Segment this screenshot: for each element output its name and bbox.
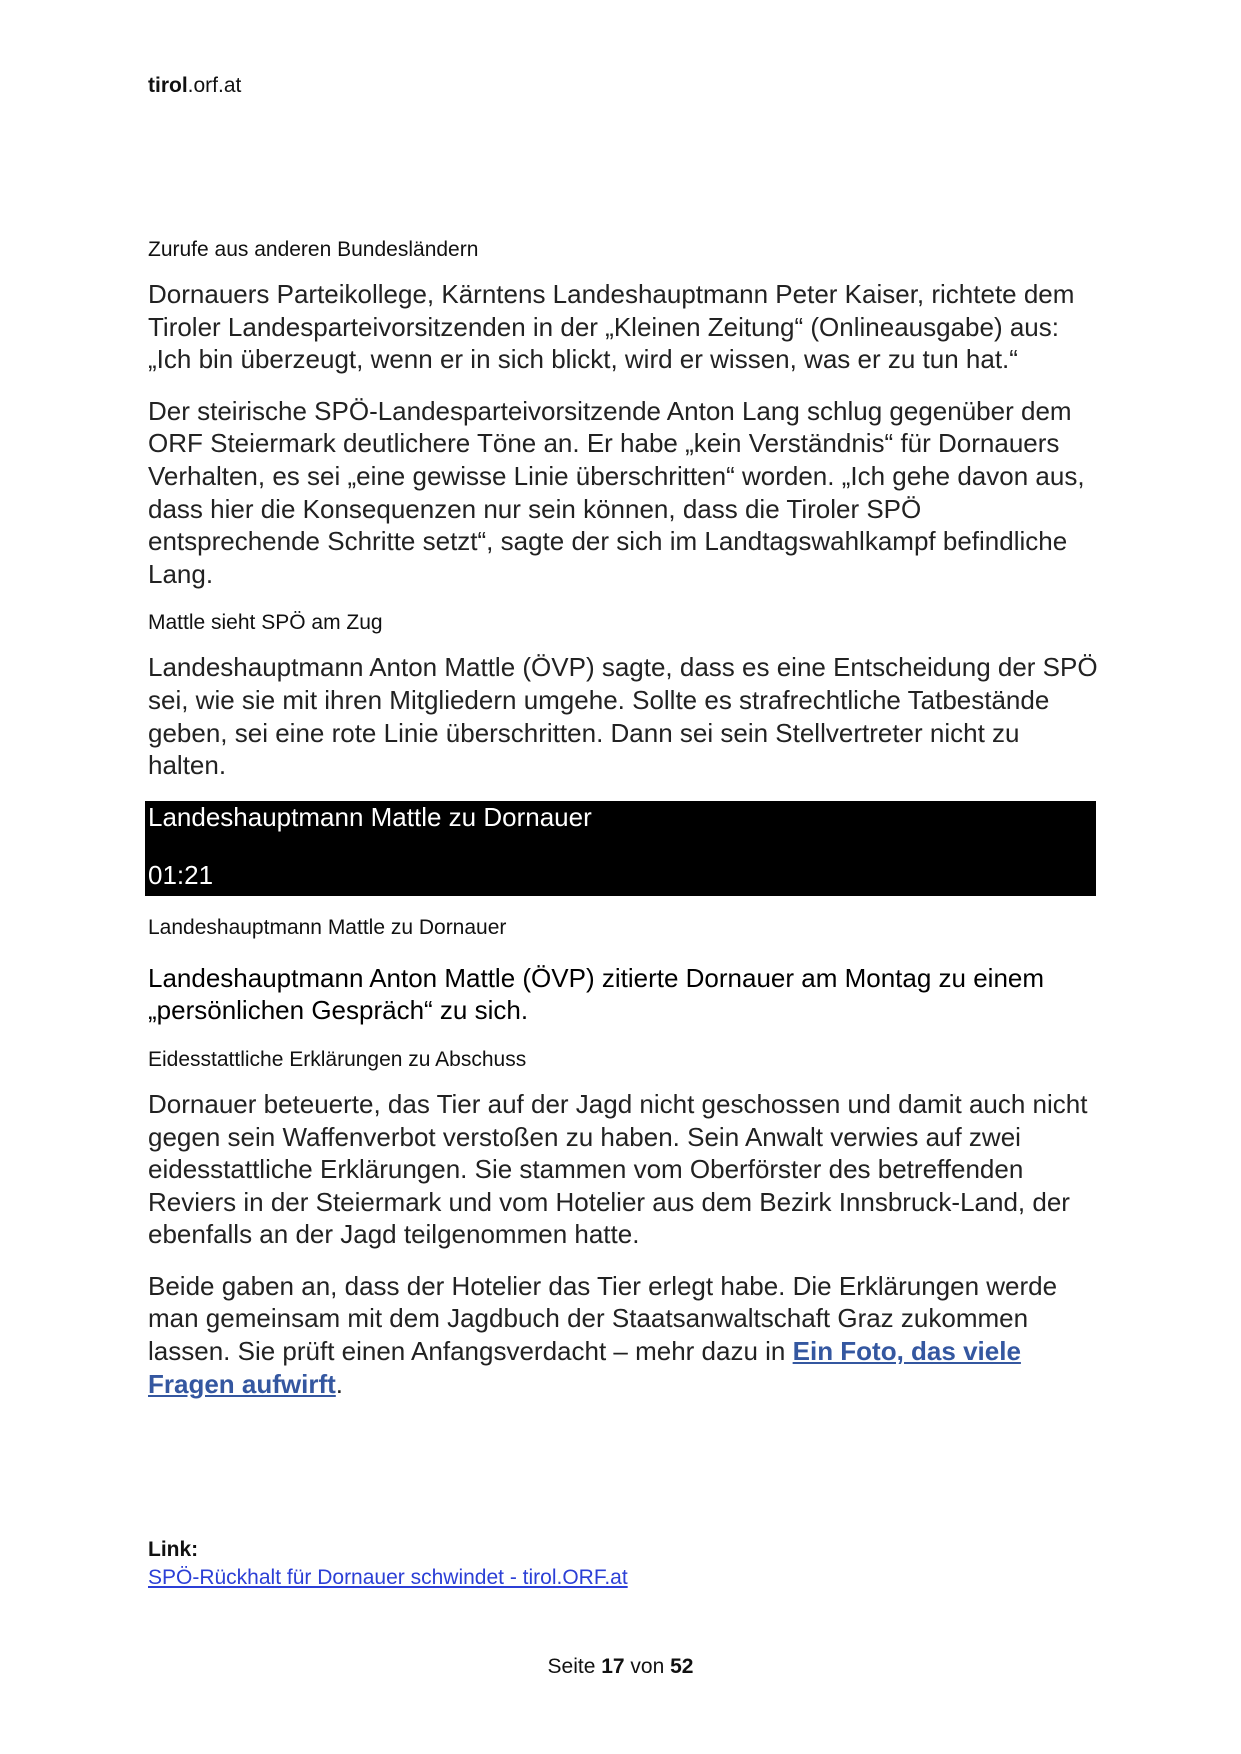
total-pages: 52 bbox=[670, 1655, 694, 1678]
source-link[interactable]: SPÖ-Rückhalt für Dornauer schwindet - tirol.ORF.at bbox=[148, 1566, 628, 1589]
footer-mid: von bbox=[624, 1655, 671, 1678]
paragraph: Landeshauptmann Anton Mattle (ÖVP) zitierte Dornauer am Montag zu einem „persönlichen Gespräch“ zu sich. bbox=[148, 962, 1045, 1026]
paragraph-text: Beide gaben an, dass der Hotelier das Tier erlegt habe. Die Erklärungen werde man gemeinsam mit dem Jagdbuch der Staatsanwaltschaft Graz zukommen lassen. Sie prüft einen Anfangsverdacht – mehr dazu in bbox=[148, 1270, 1058, 1367]
link-label: Link: bbox=[148, 1538, 199, 1561]
paragraph: Landeshauptmann Anton Mattle (ÖVP) sagte, dass es eine Entscheidung der SPÖ sei, wie sie mit ihren Mitgliedern umgehe. Sollte es strafrechtliche Tatbestände geben, sei eine rote Linie überschritten. Dann sei sein Stellvertreter nicht zu halten. bbox=[148, 652, 1098, 781]
paragraph: Der steirische SPÖ-Landesparteivorsitzende Anton Lang schlug gegenüber dem ORF Steiermark deutlichere Töne an. Er habe „kein Verständnis“ für Dornauers Verhalten, es sei „eine gewisse Linie überschritten“ worden. „Ich gehe davon aus, dass hier die Konsequenzen nur sein können, dass die Tiroler SPÖ entsprechende Schritte setzt“, sagte der sich im Landtagswahlkampf befindliche Lang. bbox=[148, 395, 1085, 589]
section-heading: Eidesstattliche Erklärungen zu Abschuss bbox=[148, 1047, 527, 1071]
article-content bbox=[148, 236, 1098, 1419]
paragraph: Dornauer beteuerte, das Tier auf der Jagd nicht geschossen und damit auch nicht gegen sein Waffenverbot verstoßen zu haben. Sein Anwalt verwies auf zwei eidesstattliche Erklärungen. Sie stammen vom Oberförster des betreffenden Reviers in der Steiermark und vom Hotelier aus dem Bezirk Innsbruck-Land, der ebenfalls an der Jagd teilgenommen hatte. bbox=[148, 1088, 1088, 1250]
paragraph: Dornauers Parteikollege, Kärntens Landeshauptmann Peter Kaiser, richtete dem Tiroler Landesparteivorsitzenden in der „Kleinen Zeitung“ (Onlineausgabe) aus: „Ich bin überzeugt, wenn er in sich blickt, wird er wissen, was er zu tun hat.“ bbox=[148, 279, 1075, 375]
video-player[interactable] bbox=[145, 801, 1096, 896]
video-caption: Landeshauptmann Mattle zu Dornauer bbox=[148, 915, 507, 939]
paragraph-with-link bbox=[148, 1270, 1098, 1400]
paragraph-end: . bbox=[335, 1368, 344, 1399]
current-page: 17 bbox=[601, 1655, 625, 1678]
page-footer bbox=[0, 1655, 1241, 1679]
site-header bbox=[148, 74, 241, 98]
video-title: Landeshauptmann Mattle zu Dornauer bbox=[148, 801, 592, 832]
section-heading: Mattle sieht SPÖ am Zug bbox=[148, 611, 383, 635]
site-name-bold: tirol bbox=[148, 74, 188, 97]
video-duration: 01:21 bbox=[148, 859, 214, 890]
article-link[interactable]: Ein Foto, das viele Fragen aufwirft bbox=[148, 1336, 1021, 1399]
section-heading: Zurufe aus anderen Bundesländern bbox=[148, 238, 479, 261]
site-name-domain: .orf.at bbox=[187, 74, 242, 97]
footer-prefix: Seite bbox=[547, 1655, 602, 1678]
